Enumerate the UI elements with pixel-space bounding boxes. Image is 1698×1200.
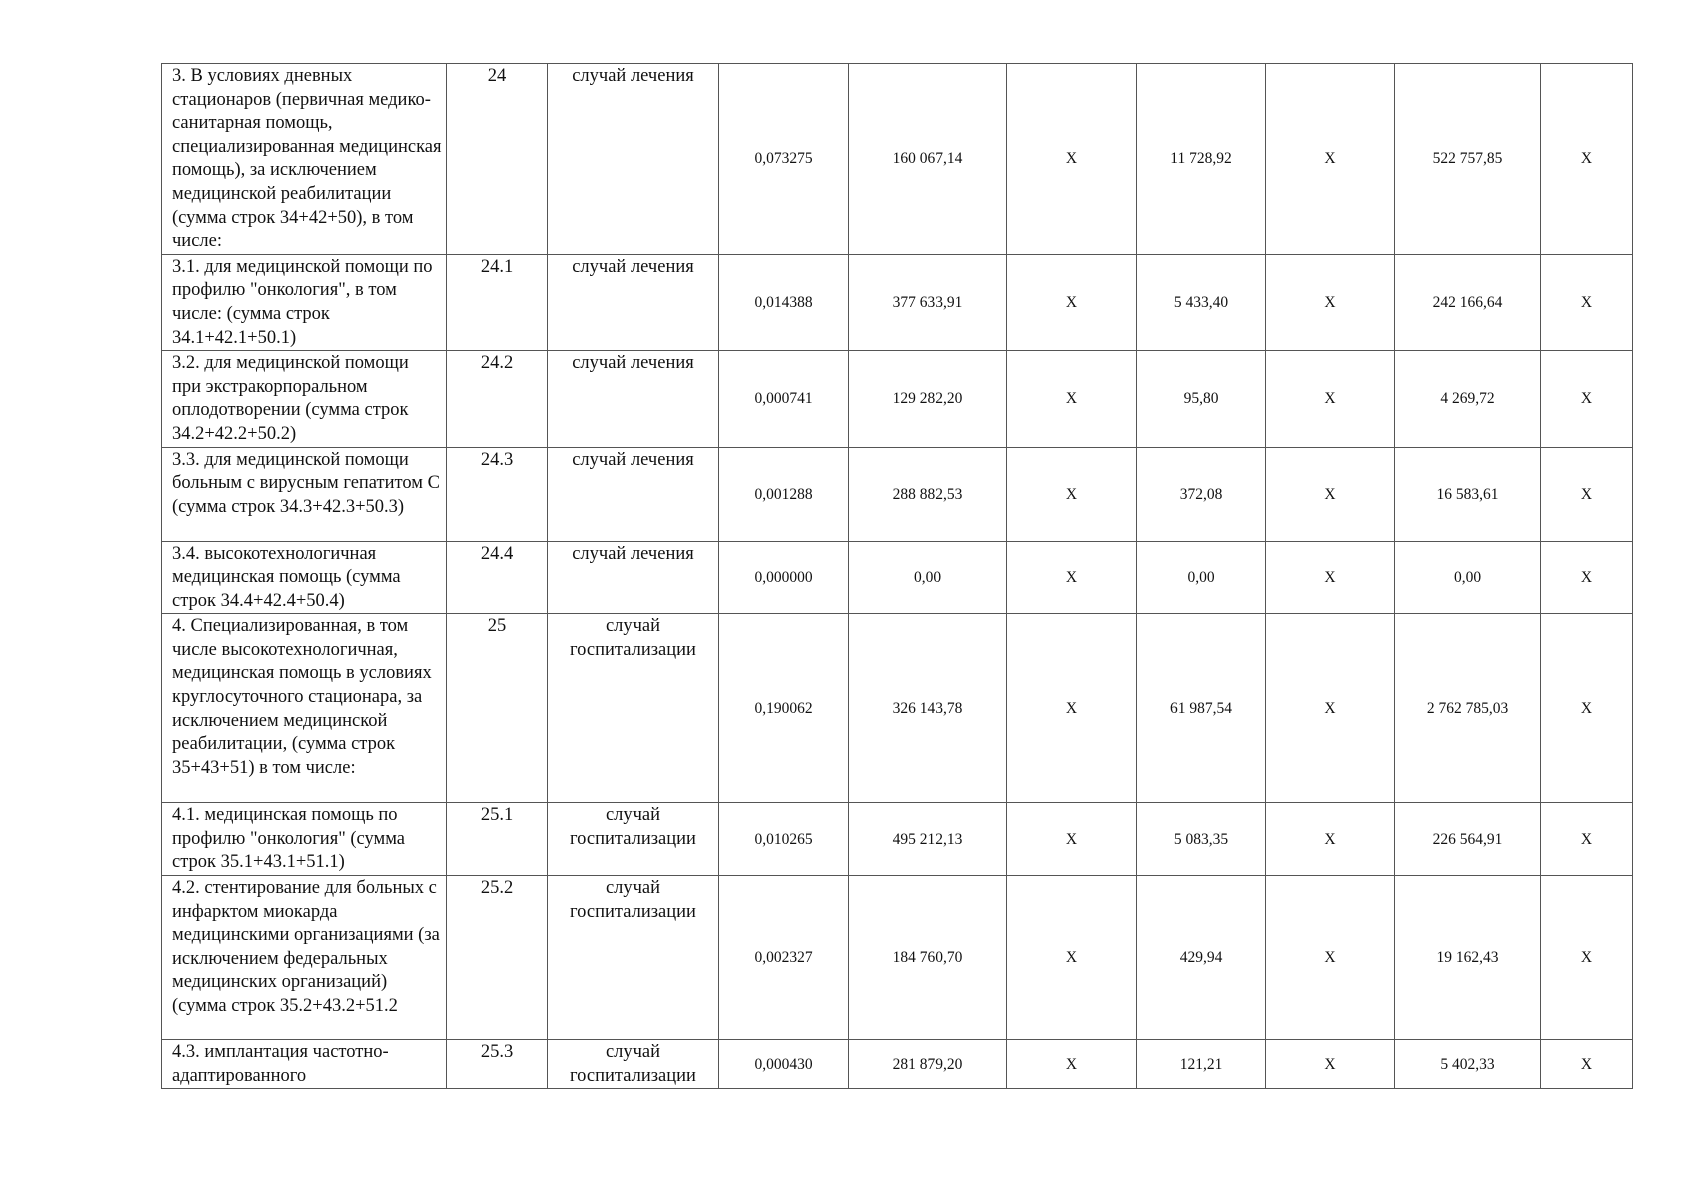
x-mark-cell: X [1266,254,1395,350]
table-row [162,254,1633,350]
table-row [162,447,1633,541]
row-number-cell: 25 [447,614,548,803]
x-mark-cell: X [1007,614,1137,803]
x-mark-cell: X [1007,351,1137,447]
row-number-cell: 24.1 [447,254,548,350]
row-number-cell: 24.3 [447,447,548,541]
total-cost-cell: 0,00 [1395,541,1541,614]
row-name-cell: 3.4. высокотехнологичная медицинская помощь (сумма строк 34.4+42.4+50.4) [162,541,447,614]
total-cost-cell: 2 762 785,03 [1395,614,1541,803]
table-row [162,1040,1633,1089]
unit-cell: случай госпитализации [548,614,719,803]
row-name-cell: 3.1. для медицинской помощи по профилю "онкология", в том числе: (сумма строк 34.1+42.1+50.1) [162,254,447,350]
row-name-cell: 3. В условиях дневных стационаров (первичная медико-санитарная помощь, специализированная медицинская помощь), за исключением медицинской реабилитации (сумма строк 34+42+50), в том числе: [162,64,447,255]
norm-volume-cell: 0,001288 [719,447,849,541]
table-row [162,351,1633,447]
norm-volume-cell: 0,000430 [719,1040,849,1089]
norm-volume-cell: 0,010265 [719,803,849,876]
unit-cell: случай лечения [548,64,719,255]
unit-cost-cell: 160 067,14 [849,64,1007,255]
x-mark-cell: X [1266,447,1395,541]
row-name-cell: 3.3. для медицинской помощи больным с вирусным гепатитом С (сумма строк 34.3+42.3+50.3) [162,447,447,541]
norm-volume-cell: 0,000741 [719,351,849,447]
x-mark-cell: X [1007,64,1137,255]
row-number-cell: 24 [447,64,548,255]
x-mark-cell: X [1541,1040,1633,1089]
per-capita-cell: 0,00 [1137,541,1266,614]
x-mark-cell: X [1007,447,1137,541]
x-mark-cell: X [1007,1040,1137,1089]
unit-cost-cell: 326 143,78 [849,614,1007,803]
row-name-cell: 4. Специализированная, в том числе высокотехнологичная, медицинская помощь в условиях круглосуточного стационара, за исключением медицинской реабилитации, (сумма строк 35+43+51) в том числе: [162,614,447,803]
table-row [162,803,1633,876]
unit-cost-cell: 281 879,20 [849,1040,1007,1089]
x-mark-cell: X [1541,64,1633,255]
table-row [162,876,1633,1040]
row-number-cell: 25.1 [447,803,548,876]
unit-cell: случай лечения [548,254,719,350]
table-row [162,64,1633,255]
unit-cell: случай лечения [548,351,719,447]
total-cost-cell: 4 269,72 [1395,351,1541,447]
x-mark-cell: X [1541,254,1633,350]
x-mark-cell: X [1541,803,1633,876]
x-mark-cell: X [1266,614,1395,803]
x-mark-cell: X [1007,254,1137,350]
norm-volume-cell: 0,014388 [719,254,849,350]
row-name-cell: 4.3. имплантация частотно-адаптированного [162,1040,447,1089]
x-mark-cell: X [1007,803,1137,876]
financing-norms-table [161,63,1633,1089]
x-mark-cell: X [1266,1040,1395,1089]
total-cost-cell: 522 757,85 [1395,64,1541,255]
norm-volume-cell: 0,000000 [719,541,849,614]
table-row [162,541,1633,614]
unit-cell: случай лечения [548,447,719,541]
unit-cost-cell: 184 760,70 [849,876,1007,1040]
x-mark-cell: X [1007,876,1137,1040]
per-capita-cell: 5 433,40 [1137,254,1266,350]
unit-cost-cell: 495 212,13 [849,803,1007,876]
x-mark-cell: X [1541,541,1633,614]
row-name-cell: 3.2. для медицинской помощи при экстракорпоральном оплодотворении (сумма строк 34.2+42.2+50.2) [162,351,447,447]
x-mark-cell: X [1266,541,1395,614]
x-mark-cell: X [1266,351,1395,447]
row-name-cell: 4.1. медицинская помощь по профилю "онкология" (сумма строк 35.1+43.1+51.1) [162,803,447,876]
unit-cell: случай госпитализации [548,876,719,1040]
table-row [162,614,1633,803]
total-cost-cell: 19 162,43 [1395,876,1541,1040]
total-cost-cell: 16 583,61 [1395,447,1541,541]
per-capita-cell: 429,94 [1137,876,1266,1040]
x-mark-cell: X [1266,876,1395,1040]
total-cost-cell: 5 402,33 [1395,1040,1541,1089]
unit-cost-cell: 288 882,53 [849,447,1007,541]
unit-cell: случай лечения [548,541,719,614]
x-mark-cell: X [1007,541,1137,614]
row-number-cell: 25.3 [447,1040,548,1089]
total-cost-cell: 226 564,91 [1395,803,1541,876]
per-capita-cell: 95,80 [1137,351,1266,447]
norm-volume-cell: 0,190062 [719,614,849,803]
unit-cell: случай госпитализации [548,803,719,876]
norm-volume-cell: 0,002327 [719,876,849,1040]
x-mark-cell: X [1541,351,1633,447]
x-mark-cell: X [1541,614,1633,803]
row-name-cell: 4.2. стентирование для больных с инфарктом миокарда медицинскими организациями (за исключением федеральных медицинских организаций) (сумма строк 35.2+43.2+51.2 [162,876,447,1040]
per-capita-cell: 5 083,35 [1137,803,1266,876]
row-number-cell: 24.2 [447,351,548,447]
per-capita-cell: 61 987,54 [1137,614,1266,803]
x-mark-cell: X [1541,447,1633,541]
unit-cell: случай госпитализации [548,1040,719,1089]
per-capita-cell: 121,21 [1137,1040,1266,1089]
row-number-cell: 25.2 [447,876,548,1040]
unit-cost-cell: 0,00 [849,541,1007,614]
norm-volume-cell: 0,073275 [719,64,849,255]
per-capita-cell: 372,08 [1137,447,1266,541]
row-number-cell: 24.4 [447,541,548,614]
x-mark-cell: X [1541,876,1633,1040]
unit-cost-cell: 377 633,91 [849,254,1007,350]
total-cost-cell: 242 166,64 [1395,254,1541,350]
unit-cost-cell: 129 282,20 [849,351,1007,447]
x-mark-cell: X [1266,64,1395,255]
x-mark-cell: X [1266,803,1395,876]
per-capita-cell: 11 728,92 [1137,64,1266,255]
